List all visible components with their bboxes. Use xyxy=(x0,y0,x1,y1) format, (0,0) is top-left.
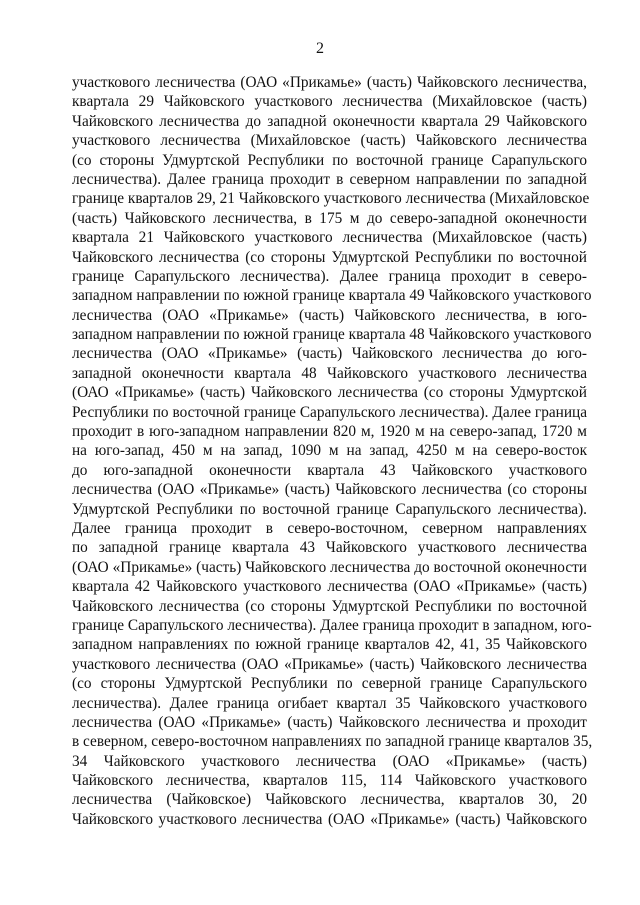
text-line: квартала 42 Чайковского участкового лесничества (ОАО «Прикамье» (часть) xyxy=(72,578,587,596)
text-line: (со стороны Удмуртской Республики по северной границе Сарапульского xyxy=(72,675,587,693)
text-line: границе Сарапульского лесничества). Далее граница проходит в западном, юго- xyxy=(72,616,592,634)
text-line: границе кварталов 29, 21 Чайковского участкового лесничества (Михайловское xyxy=(72,190,590,208)
page-number: 2 xyxy=(316,40,324,57)
text-line: лесничества (Чайковское) Чайковского лесничества, кварталов 30, 20 xyxy=(72,791,587,809)
text-line: лесничества (ОАО «Прикамье» (часть) Чайковского лесничества, в юго- xyxy=(72,306,587,324)
text-line: Чайковского лесничества, кварталов 115, 114 Чайковского участкового xyxy=(72,772,587,790)
text-line: западном направлении по южной границе квартала 48 Чайковского участкового xyxy=(72,326,592,344)
text-line: лесничества). Далее граница проходит в северном направлении по западной xyxy=(72,170,587,188)
text-line: на юго-запад, 450 м на запад, 1090 м на запад, 4250 м на северо-восток xyxy=(72,442,587,460)
text-line: лесничества (ОАО «Прикамье» (часть) Чайковского лесничества до юго- xyxy=(72,345,587,363)
text-line: участкового лесничества (ОАО «Прикамье» (часть) Чайковского лесничества, xyxy=(72,74,587,91)
text-line: западном направлении по южной границе квартала 49 Чайковского участкового xyxy=(72,287,592,305)
text-line: до юго-западной оконечности квартала 43 Чайковского участкового xyxy=(72,461,587,479)
text-line: западной оконечности квартала 48 Чайковского участкового лесничества xyxy=(72,364,587,382)
text-line: (ОАО «Прикамье» (часть) Чайковского лесничества (со стороны Удмуртской xyxy=(72,384,587,402)
text-line: Республики по восточной границе Сарапульского лесничества). Далее граница xyxy=(72,403,587,421)
text-line: лесничества (ОАО «Прикамье» (часть) Чайковского лесничества и проходит xyxy=(72,713,587,731)
text-line: западном направлениях по южной границе кварталов 42, 41, 35 Чайковского xyxy=(72,636,587,654)
text-line: лесничества). Далее граница огибает квартал 35 Чайковского участкового xyxy=(72,694,587,712)
text-line: Далее граница проходит в северо-восточном, северном направлениях xyxy=(72,519,587,537)
text-line: квартала 21 Чайковского участкового лесничества (Михайловское (часть) xyxy=(72,229,587,247)
text-line: границе Сарапульского лесничества). Далее граница проходит в северо- xyxy=(72,267,587,285)
text-line: участкового лесничества (Михайловское (часть) Чайковского лесничества xyxy=(72,132,587,150)
text-line: (часть) Чайковского лесничества, в 175 м до северо-западной оконечности xyxy=(72,209,587,227)
text-line: Удмуртской Республики по восточной границе Сарапульского лесничества). xyxy=(72,500,587,518)
text-line: Чайковского участкового лесничества (ОАО «Прикамье» (часть) Чайковского xyxy=(72,810,587,828)
body-text xyxy=(72,73,593,829)
text-line: участкового лесничества (ОАО «Прикамье» (часть) Чайковского лесничества xyxy=(72,655,587,673)
text-line: лесничества (ОАО «Прикамье» (часть) Чайковского лесничества (со стороны xyxy=(72,481,587,499)
text-line: в северном, северо-восточном направлениях по западной границе кварталов 35, xyxy=(72,733,593,751)
text-line: Чайковского лесничества (со стороны Удмуртской Республики по восточной xyxy=(72,248,587,266)
text-line: 34 Чайковского участкового лесничества (ОАО «Прикамье» (часть) xyxy=(72,752,587,770)
text-line: (ОАО «Прикамье» (часть) Чайковского лесничества до восточной оконечности xyxy=(72,558,587,576)
text-line: Чайковского лесничества (со стороны Удмуртской Республики по восточной xyxy=(72,597,587,615)
text-line: по западной границе квартала 43 Чайковского участкового лесничества xyxy=(72,539,587,557)
text-line: (со стороны Удмуртской Республики по восточной границе Сарапульского xyxy=(72,151,587,169)
text-line: Чайковского лесничества до западной оконечности квартала 29 Чайковского xyxy=(72,112,587,130)
text-line: квартала 29 Чайковского участкового лесничества (Михайловское (часть) xyxy=(72,93,587,111)
text-line: проходит в юго-западном направлении 820 м, 1920 м на северо-запад, 1720 м xyxy=(72,423,587,441)
